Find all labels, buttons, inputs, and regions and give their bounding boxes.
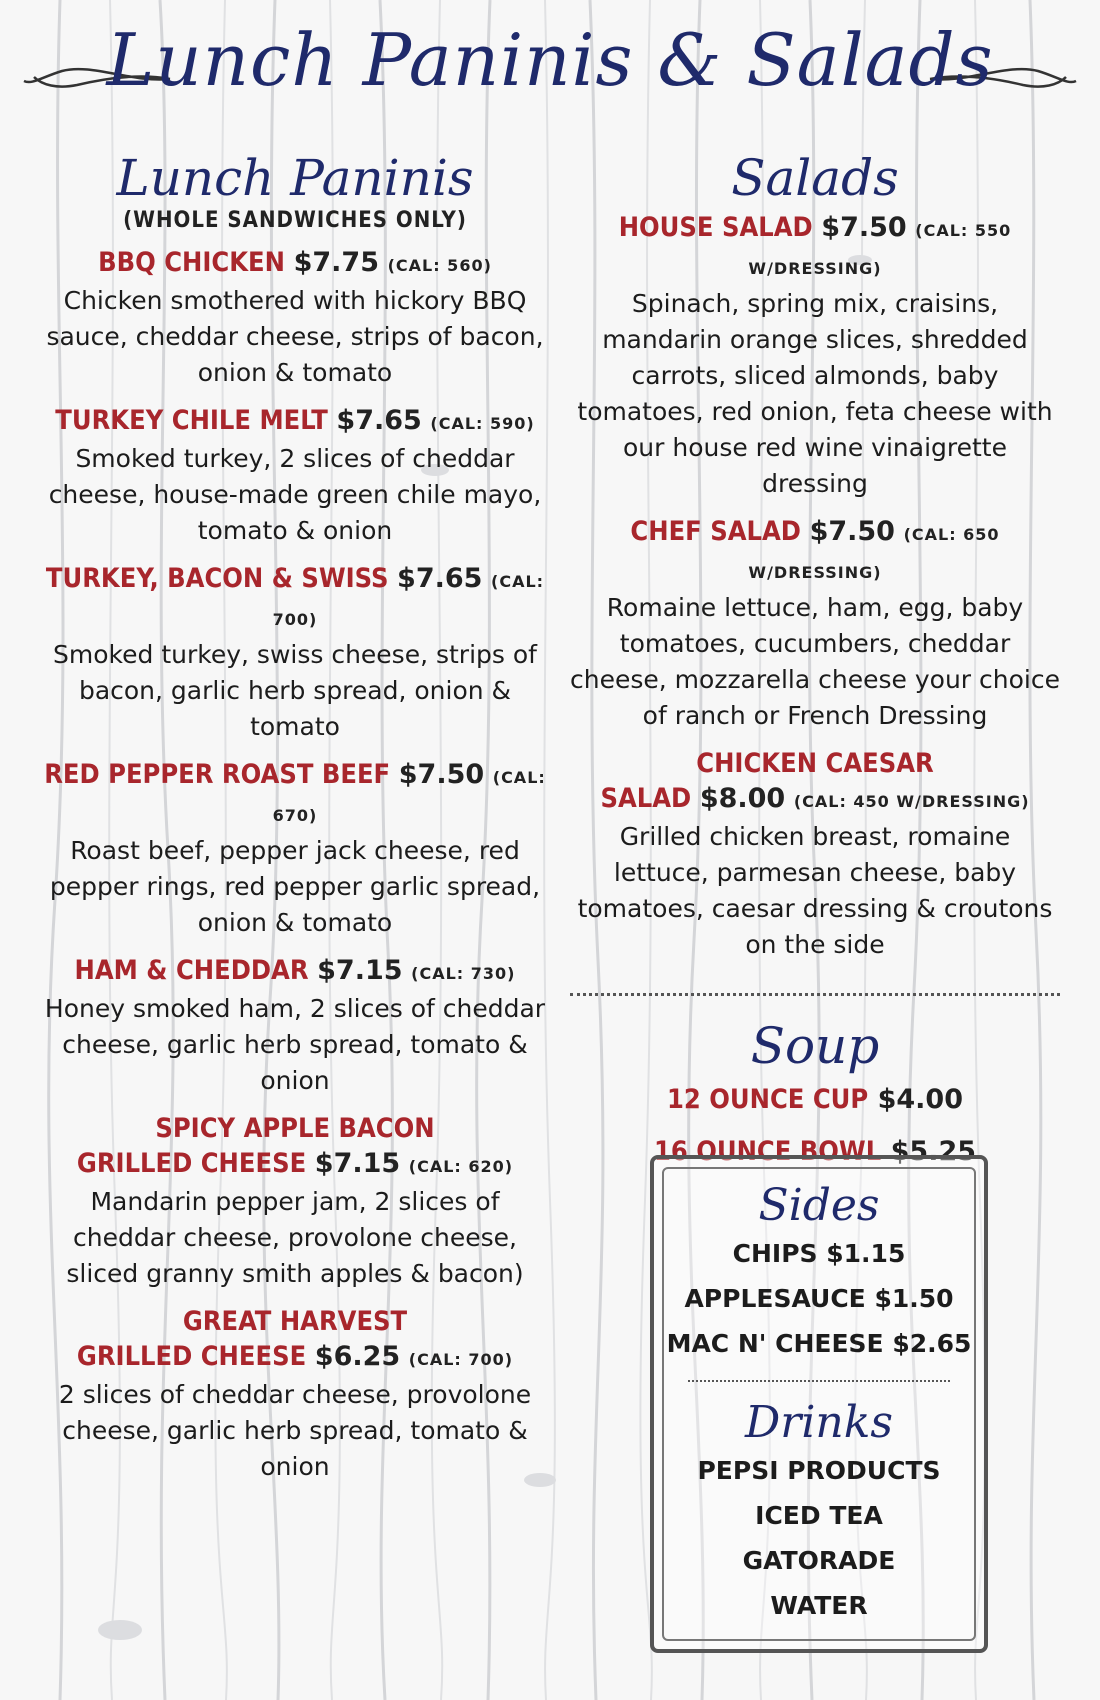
item-calories: (CAL: 650 W/DRESSING) [748, 525, 1000, 582]
item-price: $7.15 [314, 1148, 401, 1179]
soup-price: $5.25 [890, 1136, 977, 1167]
item-description: Smoked turkey, 2 slices of cheddar cheese, house-made green chile mayo, tomato & onion [48, 444, 542, 545]
item-name: CHEF SALAD [630, 516, 801, 547]
item-calories: (CAL: 730) [411, 964, 516, 983]
item-name: SALAD [600, 783, 692, 814]
item-price: $7.50 [821, 212, 907, 243]
item-calories: (CAL: 670) [272, 768, 546, 825]
section-divider [570, 993, 1060, 996]
menu-item [570, 514, 1060, 734]
item-price: $7.50 [398, 759, 485, 790]
menu-item [40, 757, 550, 941]
item-name: GRILLED CHEESE [76, 1341, 307, 1372]
item-price: $7.50 [809, 516, 895, 547]
item-description: Smoked turkey, swiss cheese, strips of bacon, garlic herb spread, onion & tomato [53, 640, 537, 741]
soup-name: 12 OUNCE CUP [667, 1084, 869, 1115]
item-price: $7.65 [336, 405, 422, 436]
item-calories: (CAL: 550 W/DRESSING) [748, 221, 1012, 278]
item-description: Honey smoked ham, 2 slices of cheddar cheese, garlic herb spread, tomato & onion [44, 994, 546, 1095]
item-name: HOUSE SALAD [618, 212, 813, 243]
drink-item: PEPSI PRODUCTS [697, 1456, 941, 1485]
soup-name: 16 OUNCE BOWL [653, 1136, 882, 1167]
item-calories: (CAL: 620) [408, 1157, 514, 1176]
item-calories: (CAL: 560) [387, 256, 492, 275]
salads-column [570, 150, 1060, 1178]
menu-item [40, 561, 550, 745]
item-name: TURKEY CHILE MELT [55, 405, 328, 436]
item-name: GRILLED CHEESE [76, 1148, 307, 1179]
item-calories: (CAL: 450 W/DRESSING) [793, 792, 1030, 811]
item-name: BBQ CHICKEN [98, 247, 285, 278]
drinks-heading: Drinks [745, 1397, 893, 1448]
salads-heading: Salads [731, 149, 899, 207]
item-name: HAM & CHEDDAR [74, 955, 309, 986]
sides-drinks-box [650, 1155, 988, 1653]
item-price: $7.75 [293, 247, 379, 278]
item-price: $7.65 [397, 563, 483, 594]
item-price: $6.25 [314, 1341, 401, 1372]
item-price: $8.00 [699, 783, 786, 814]
item-name: RED PEPPER ROAST BEEF [44, 759, 391, 790]
item-description: Chicken smothered with hickory BBQ sauce, cheddar cheese, strips of bacon, onion & tomato [46, 286, 544, 387]
item-price: $7.15 [317, 955, 403, 986]
item-description: Roast beef, pepper jack cheese, red pepper rings, red pepper garlic spread, onion & tomato [49, 836, 541, 937]
soup-heading: Soup [750, 1017, 880, 1075]
menu-title: Lunch Paninis & Salads [106, 18, 994, 102]
soup-item [570, 1074, 1060, 1126]
drink-item: WATER [770, 1591, 868, 1620]
soup-price: $4.00 [877, 1084, 963, 1115]
item-description: Mandarin pepper jam, 2 slices of cheddar cheese, provolone cheese, sliced granny smith apples & bacon) [66, 1187, 524, 1288]
item-calories: (CAL: 590) [430, 414, 535, 433]
item-description: Romaine lettuce, ham, egg, baby tomatoes, cucumbers, cheddar cheese, mozzarella cheese your choice of ranch or French Dressing [570, 593, 1060, 730]
sides-heading: Sides [758, 1180, 880, 1231]
paninis-subtitle: (WHOLE SANDWICHES ONLY) [123, 208, 467, 233]
drink-item: GATORADE [742, 1546, 896, 1575]
item-description: Spinach, spring mix, craisins, mandarin orange slices, shredded carrots, sliced almonds, baby tomatoes, red onion, feta cheese with our house red wine vinaigrette dressing [577, 289, 1053, 498]
side-item: APPLESAUCE $1.50 [684, 1284, 954, 1313]
item-calories: (CAL: 700) [272, 572, 545, 629]
menu-item [40, 1304, 550, 1485]
item-description: 2 slices of cheddar cheese, provolone cheese, garlic herb spread, tomato & onion [58, 1380, 532, 1481]
paninis-column [40, 150, 550, 1485]
drink-item: ICED TEA [755, 1501, 883, 1530]
menu-item [570, 210, 1060, 502]
menu-item [40, 403, 550, 549]
item-name-line1: GREAT HARVEST [182, 1306, 408, 1337]
menu-item [570, 746, 1060, 963]
menu-item [40, 953, 550, 1099]
side-item: MAC N' CHEESE $2.65 [666, 1329, 972, 1358]
box-divider [688, 1380, 950, 1382]
item-name: TURKEY, BACON & SWISS [45, 563, 389, 594]
item-calories: (CAL: 700) [408, 1350, 514, 1369]
menu-item [40, 1111, 550, 1292]
item-name-line1: CHICKEN CAESAR [696, 748, 934, 779]
menu-item [40, 245, 550, 391]
paninis-heading: Lunch Paninis [116, 149, 474, 207]
side-item: CHIPS $1.15 [732, 1239, 906, 1268]
item-name-line1: SPICY APPLE BACON [155, 1113, 435, 1144]
item-description: Grilled chicken breast, romaine lettuce, parmesan cheese, baby tomatoes, caesar dressing & croutons on the side [577, 822, 1053, 959]
